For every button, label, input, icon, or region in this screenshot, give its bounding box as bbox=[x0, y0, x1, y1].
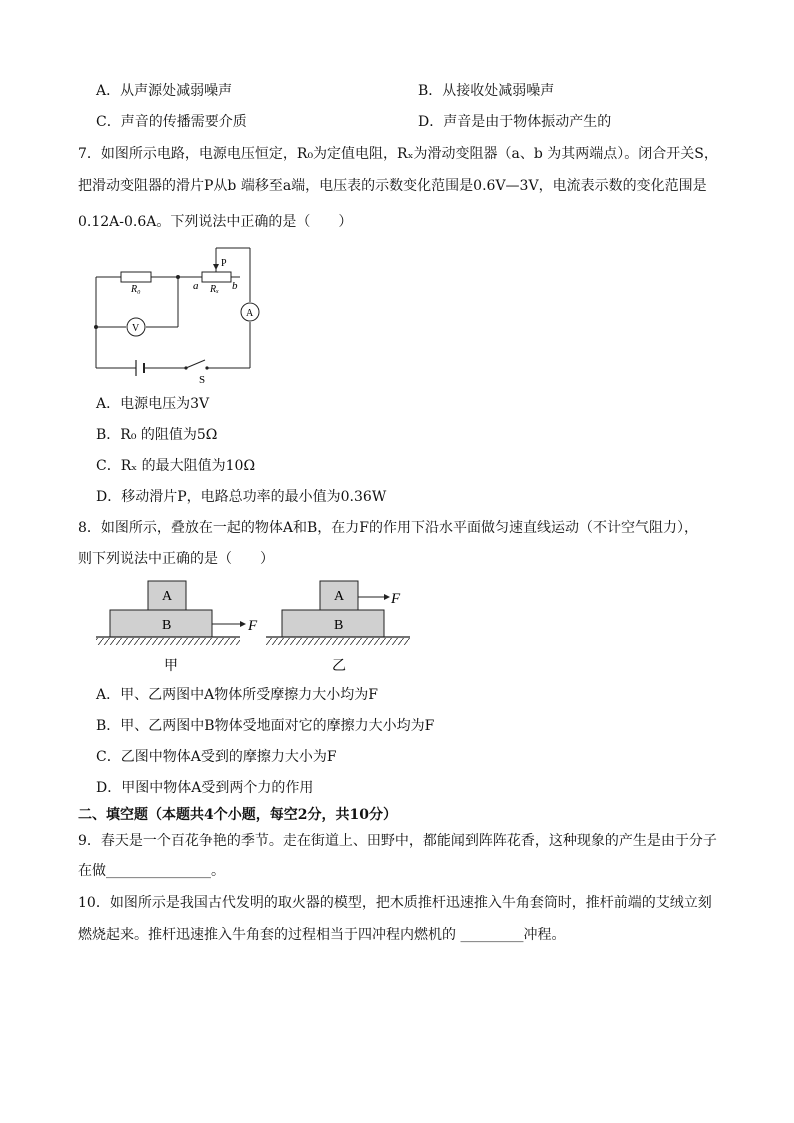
q7-stem-line3: 0.12A-0.6A。下列说法中正确的是（ ） bbox=[78, 214, 353, 230]
q10-line1: 10．如图所示是我国古代发明的取火器的模型，把木质推杆迅速推入牛角套筒时，推杆前端的艾绒立刻 bbox=[78, 895, 712, 911]
q9-line1: 9．春天是一个百花争艳的季节。走在街道上、田野中，都能闻到阵阵花香，这种现象的产生是由于分子 bbox=[78, 833, 717, 849]
svg-text:乙: 乙 bbox=[332, 659, 346, 674]
q7-option-d: D．移动滑片P，电路总功率的最小值为0.36W bbox=[96, 489, 387, 505]
q8-option-c: C．乙图中物体A受到的摩擦力大小为F bbox=[96, 749, 337, 765]
svg-text:P: P bbox=[221, 258, 227, 269]
svg-text:b: b bbox=[232, 280, 238, 292]
svg-text:Rₓ: Rₓ bbox=[210, 284, 219, 295]
q8-option-d: D．甲图中物体A受到两个力的作用 bbox=[96, 780, 314, 796]
q7-option-b: B．R₀ 的阻值为5Ω bbox=[96, 427, 218, 443]
section-heading-fill-in: 二、填空题（本题共4个小题，每空2分，共10分） bbox=[78, 807, 397, 823]
svg-text:S: S bbox=[199, 374, 206, 386]
svg-text:B: B bbox=[162, 618, 172, 633]
svg-text:R₀: R₀ bbox=[131, 284, 141, 295]
svg-text:F: F bbox=[391, 591, 401, 607]
svg-text:甲: 甲 bbox=[164, 659, 178, 674]
svg-text:A: A bbox=[246, 308, 254, 319]
q7-option-c: C．Rₓ 的最大阻值为10Ω bbox=[96, 458, 256, 474]
q7-stem-line1: 7．如图所示电路，电源电压恒定，R₀为定值电阻，Rₓ为滑动变阻器（a、b 为其两端点）。闭合开关S， bbox=[78, 146, 718, 162]
q9-line2: 在做_______________。 bbox=[78, 863, 225, 879]
q7-option-a: A．电源电压为3V bbox=[96, 396, 210, 412]
svg-text:V: V bbox=[132, 323, 140, 334]
q7-stem-line2: 把滑动变阻器的滑片P从b 端移至a端，电压表的示数变化范围是0.6V—3V，电流表示数的变化范围是 bbox=[78, 178, 707, 194]
q8-option-b: B．甲、乙两图中B物体受地面对它的摩擦力大小均为F bbox=[96, 718, 435, 734]
svg-text:A: A bbox=[334, 589, 345, 604]
svg-text:A: A bbox=[162, 589, 173, 604]
figure-jia bbox=[96, 581, 258, 674]
q6-option-d: D．声音是由于物体振动产生的 bbox=[418, 114, 612, 130]
svg-text:B: B bbox=[334, 618, 344, 633]
q6-option-c: C．声音的传播需要介质 bbox=[96, 114, 247, 130]
q6-option-b: B．从接收处减弱噪声 bbox=[418, 83, 555, 99]
q6-option-a: A．从声源处减弱噪声 bbox=[96, 83, 233, 99]
svg-text:a: a bbox=[193, 280, 199, 292]
q8-stem-line2: 则下列说法中正确的是（ ） bbox=[78, 551, 274, 567]
q10-line2: 燃烧起来。推杆迅速推入牛角套的过程相当于四冲程内燃机的 _________冲程。 bbox=[78, 927, 566, 943]
figure-yi bbox=[266, 581, 410, 674]
svg-text:F: F bbox=[248, 618, 258, 634]
q8-stem-line1: 8．如图所示，叠放在一起的物体A和B，在力F的作用下沿水平面做匀速直线运动（不计空气阻力）， bbox=[78, 520, 699, 536]
q8-option-a: A．甲、乙两图中A物体所受摩擦力大小均为F bbox=[96, 687, 378, 703]
